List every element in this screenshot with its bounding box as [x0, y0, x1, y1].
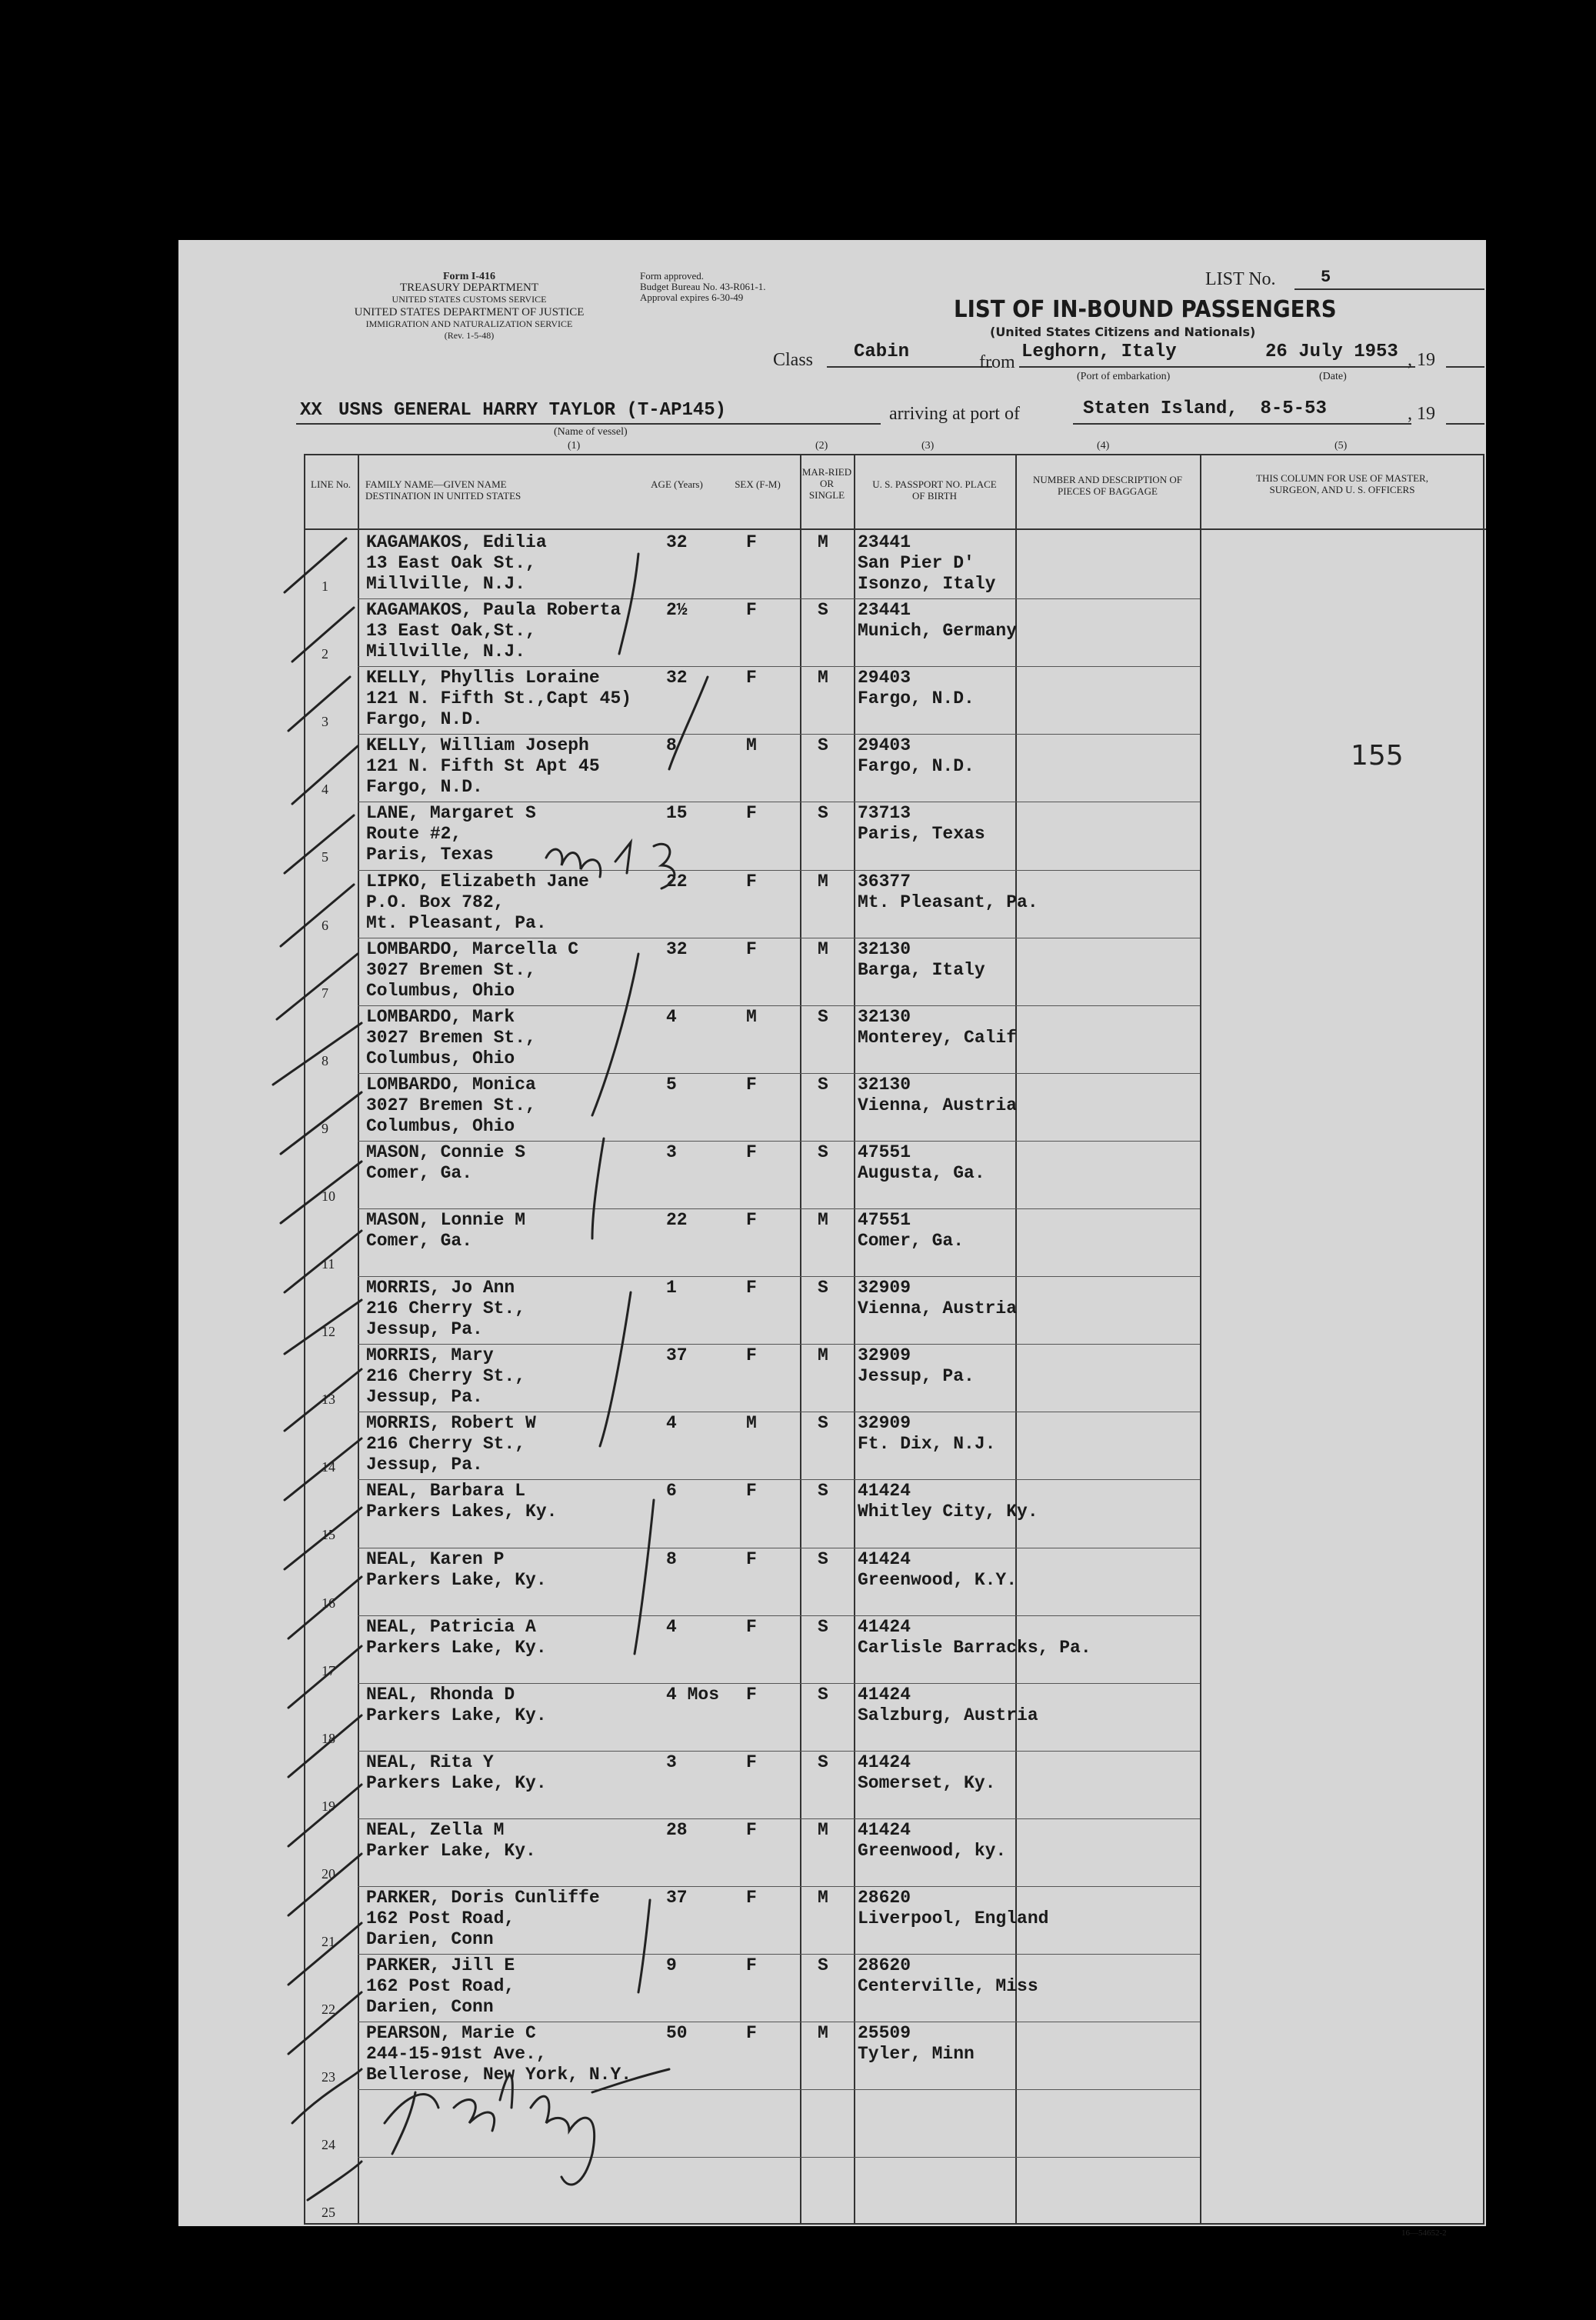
sex: F	[746, 1074, 757, 1095]
line-number: 4	[322, 782, 328, 798]
line-number: 18	[322, 1730, 335, 1746]
sex: F	[746, 1955, 757, 1976]
col-head-officers: THIS COLUMN FOR USE OF MASTER, SURGEON, AND U. S. OFFICERS	[1256, 472, 1428, 495]
address-line-1: 3027 Bremen St.,	[366, 959, 536, 980]
address-line-1: 13 East Oak St.,	[366, 553, 536, 573]
tally-slash	[281, 885, 354, 946]
birthplace-1: Whitley City, Ky.	[858, 1502, 1038, 1522]
address-line-2: Darien, Conn	[366, 1929, 494, 1949]
birthplace-1: Greenwood, ky.	[858, 1840, 1007, 1861]
passenger-name: MORRIS, Mary	[366, 1345, 494, 1366]
line-number: 1	[322, 578, 328, 594]
line-number: 8	[322, 1052, 328, 1068]
passenger-name: KELLY, William Joseph	[366, 735, 589, 756]
age: 8	[666, 1548, 677, 1569]
address-line-2: Millville, N.J.	[366, 642, 526, 662]
marital-status: S	[818, 1616, 828, 1637]
address-line-1: 216 Cherry St.,	[366, 1366, 526, 1387]
tally-slash	[285, 1438, 362, 1500]
birthplace-2: Isonzo, Italy	[858, 574, 996, 594]
sex: F	[746, 600, 757, 621]
passport-number: 25509	[858, 2023, 911, 2044]
marital-status: S	[818, 1142, 828, 1162]
date-label: (Date)	[1319, 371, 1347, 382]
passport-number: 28620	[858, 1955, 911, 1976]
sex: M	[746, 735, 757, 756]
passport-number: 23441	[858, 600, 911, 621]
address-line-1: 162 Post Road,	[366, 1976, 515, 1997]
birthplace-1: San Pier D'	[858, 553, 975, 573]
passenger-name: NEAL, Zella M	[366, 1819, 505, 1840]
address-line-1: 3027 Bremen St.,	[366, 1027, 536, 1048]
sex: M	[746, 1413, 757, 1434]
address-line-2: Paris, Texas	[366, 845, 494, 865]
address-line-2: Columbus, Ohio	[366, 980, 515, 1001]
line-number: 23	[322, 2069, 335, 2085]
tally-slash	[273, 1023, 362, 1085]
line-number: 11	[322, 1256, 335, 1272]
from-value: Leghorn, Italy	[1021, 342, 1177, 362]
line-number: 3	[322, 714, 328, 730]
age: 50	[666, 2023, 688, 2044]
address-line-2: Fargo, N.D.	[366, 709, 483, 730]
col-head-sex: SEX (F-M)	[735, 478, 781, 490]
line-number: 25	[322, 2205, 335, 2221]
marital-status: S	[818, 1413, 828, 1434]
line-number: 19	[322, 1798, 335, 1814]
address-line-1: 216 Cherry St.,	[366, 1298, 526, 1319]
passport-number: 32909	[858, 1278, 911, 1298]
col-num-4: (4)	[1097, 440, 1110, 452]
tally-slash	[292, 2069, 362, 2123]
passport-number: 41424	[858, 1752, 911, 1772]
arriving-value: Staten Island, 8-5-53	[1083, 398, 1327, 419]
line-number: 17	[322, 1662, 335, 1678]
marital-status: M	[818, 1819, 828, 1840]
age: 37	[666, 1345, 688, 1366]
birthplace-1: Centerville, Miss	[858, 1976, 1038, 1997]
line-number: 10	[322, 1188, 335, 1204]
tally-slash	[277, 954, 358, 1019]
tally-slash	[292, 608, 354, 662]
address-line-2: Mt. Pleasant, Pa.	[366, 912, 547, 933]
tally-slash	[285, 538, 346, 592]
passenger-name: NEAL, Rita Y	[366, 1752, 494, 1772]
address-line-2: Jessup, Pa.	[366, 1455, 483, 1475]
line-number: 2	[322, 646, 328, 662]
passenger-name: MORRIS, Jo Ann	[366, 1278, 515, 1298]
passenger-name: NEAL, Rhonda D	[366, 1684, 515, 1705]
passport-number: 32909	[858, 1345, 911, 1366]
manifest-title: LIST OF IN-BOUND PASSENGERS	[954, 296, 1337, 323]
tally-slash	[285, 1369, 362, 1431]
birthplace-1: Mt. Pleasant, Pa.	[858, 892, 1038, 912]
port-embark-label: (Port of embarkation)	[1077, 371, 1171, 382]
marital-status: M	[818, 532, 828, 552]
birthplace-1: Carlisle Barracks, Pa.	[858, 1637, 1091, 1658]
passport-number: 36377	[858, 871, 911, 892]
marital-status: M	[818, 668, 828, 688]
passenger-name: MASON, Connie S	[366, 1142, 526, 1162]
passport-number: 32130	[858, 1006, 911, 1027]
check-mark	[600, 1292, 631, 1446]
passenger-name: MORRIS, Robert W	[366, 1413, 536, 1434]
marital-status: S	[818, 803, 828, 824]
officer-number: 155	[1351, 740, 1404, 772]
passenger-name: NEAL, Barbara L	[366, 1481, 526, 1502]
address-line-2: Jessup, Pa.	[366, 1319, 483, 1340]
line-number: 24	[322, 2137, 335, 2153]
address-line-1: Route #2,	[366, 824, 462, 845]
line-number: 9	[322, 1120, 328, 1136]
age: 2½	[666, 600, 688, 621]
address-line-1: 162 Post Road,	[366, 1908, 515, 1928]
passport-number: 29403	[858, 668, 911, 688]
age: 32	[666, 532, 688, 552]
line-number: 12	[322, 1324, 335, 1340]
line-number: 22	[322, 2002, 335, 2018]
age: 4	[666, 1006, 677, 1027]
approval-expires: Approval expires 6-30-49	[640, 292, 744, 303]
budget-bureau: Budget Bureau No. 43-R061-1.	[640, 281, 766, 292]
line-number: 5	[322, 849, 328, 865]
line-number: 14	[322, 1459, 335, 1475]
tally-slash	[285, 815, 354, 873]
tally-slash	[288, 1854, 362, 1915]
birthplace-1: Greenwood, K.Y.	[858, 1569, 1018, 1590]
address-line-1: 216 Cherry St.,	[366, 1434, 526, 1455]
tally-slash	[288, 1646, 362, 1708]
birthplace-1: Augusta, Ga.	[858, 1162, 985, 1183]
passenger-name: LIPKO, Elizabeth Jane	[366, 871, 589, 892]
from-label: from	[979, 352, 1015, 372]
address-line-2: Columbus, Ohio	[366, 1115, 515, 1136]
birthplace-1: Vienna, Austria	[858, 1298, 1018, 1319]
birthplace-1: Salzburg, Austria	[858, 1705, 1038, 1725]
passport-number: 73713	[858, 803, 911, 824]
arriving-label: arriving at port of	[889, 404, 1020, 424]
line-number: 21	[322, 1934, 335, 1949]
check-mark	[635, 1500, 654, 1654]
birthplace-1: Tyler, Minn	[858, 2044, 975, 2065]
marital-status: M	[818, 1888, 828, 1908]
sex: F	[746, 938, 757, 959]
check-mark	[619, 554, 638, 654]
age: 4 Mos	[666, 1684, 720, 1705]
age: 4	[666, 1413, 677, 1434]
passenger-name: KAGAMAKOS, Paula Roberta	[366, 600, 621, 621]
passport-number: 29403	[858, 735, 911, 756]
passport-number: 41424	[858, 1819, 911, 1840]
address-line-2: Jessup, Pa.	[366, 1387, 483, 1408]
col-head-married: MAR-RIED OR SINGLE	[801, 466, 852, 501]
sex: F	[746, 1888, 757, 1908]
col-num-3: (3)	[921, 440, 935, 452]
marital-status: M	[818, 1210, 828, 1230]
vessel-prefix: XX	[300, 400, 322, 421]
check-mark	[592, 954, 638, 1115]
marital-status: S	[818, 735, 828, 756]
age: 8	[666, 735, 677, 756]
line-number: 7	[322, 985, 328, 1001]
col-head-passport: U. S. PASSPORT NO. PLACE OF BIRTH	[872, 478, 997, 502]
list-no-label: LIST No.	[1205, 269, 1276, 289]
address-line-1: 121 N. Fifth St.,Capt 45)	[366, 688, 632, 709]
class-label: Class	[773, 350, 814, 370]
passenger-name: PARKER, Doris Cunliffe	[366, 1888, 600, 1908]
marital-status: S	[818, 1684, 828, 1705]
passenger-name: LOMBARDO, Monica	[366, 1074, 536, 1095]
marital-status: S	[818, 1278, 828, 1298]
tally-slash	[281, 1162, 362, 1223]
passenger-name: PARKER, Jill E	[366, 1955, 515, 1976]
sex: F	[746, 803, 757, 824]
col-head-line: LINE No.	[311, 478, 351, 490]
sex: F	[746, 1142, 757, 1162]
address-line-2: Columbus, Ohio	[366, 1048, 515, 1068]
check-mark	[592, 1138, 604, 1238]
birthplace-1: Comer, Ga.	[858, 1231, 965, 1251]
address-line-1: Parkers Lake, Ky.	[366, 1705, 547, 1725]
birthplace-1: Liverpool, England	[858, 1908, 1049, 1928]
passenger-name: LOMBARDO, Marcella C	[366, 938, 579, 959]
tally-slash	[285, 1231, 362, 1292]
age: 3	[666, 1752, 677, 1772]
passenger-name: KAGAMAKOS, Edilia	[366, 532, 547, 552]
tally-slash	[288, 677, 350, 731]
address-line-2: Bellerose, New York, N.Y.	[366, 2065, 632, 2085]
tally-slash	[288, 1715, 362, 1777]
year-suffix: , 19	[1408, 350, 1435, 370]
passenger-name: LANE, Margaret S	[366, 803, 536, 824]
age: 22	[666, 871, 688, 892]
address-line-2: Darien, Conn	[366, 1997, 494, 2018]
customs-service: UNITED STATES CUSTOMS SERVICE	[392, 294, 547, 305]
tally-slash	[285, 1508, 362, 1569]
age: 15	[666, 803, 688, 824]
marital-status: S	[818, 1752, 828, 1772]
marital-status: S	[818, 1006, 828, 1027]
age: 28	[666, 1819, 688, 1840]
address-line-1: 13 East Oak,St.,	[366, 621, 536, 642]
sex: F	[746, 1481, 757, 1502]
passenger-name: MASON, Lonnie M	[366, 1210, 526, 1230]
marital-status: M	[818, 871, 828, 892]
age: 1	[666, 1278, 677, 1298]
line-number: 20	[322, 1865, 335, 1882]
sex: M	[746, 1006, 757, 1027]
birthplace-1: Somerset, Ky.	[858, 1772, 996, 1793]
birthplace-1: Paris, Texas	[858, 824, 985, 845]
birthplace-1: Munich, Germany	[858, 621, 1018, 642]
treasury-dept: TREASURY DEPARTMENT	[399, 282, 539, 294]
sex: F	[746, 1548, 757, 1569]
age: 32	[666, 668, 688, 688]
sex: F	[746, 871, 757, 892]
justice-dept: UNITED STATES DEPARTMENT OF JUSTICE	[354, 306, 585, 318]
manifest-subtitle: (United States Citizens and Nationals)	[990, 325, 1256, 339]
birthplace-1: Barga, Italy	[858, 959, 985, 980]
birthplace-1: Fargo, N.D.	[858, 688, 975, 709]
line-number: 16	[322, 1595, 335, 1611]
birthplace-1: Vienna, Austria	[858, 1095, 1018, 1115]
birthplace-1: Fargo, N.D.	[858, 756, 975, 777]
cursive-note	[546, 842, 675, 888]
address-line-2: Millville, N.J.	[366, 574, 526, 594]
age: 4	[666, 1616, 677, 1637]
year-suffix-2: , 19	[1408, 404, 1435, 424]
tally-slash	[288, 1577, 362, 1638]
marital-status: M	[818, 938, 828, 959]
marital-status: M	[818, 1345, 828, 1366]
vessel-name: USNS GENERAL HARRY TAYLOR (T-AP145)	[338, 400, 727, 421]
address-line-1: 121 N. Fifth St Apt 45	[366, 756, 600, 777]
passport-number: 41424	[858, 1616, 911, 1637]
tally-slash	[288, 1785, 362, 1846]
birthplace-1: Ft. Dix, N.J.	[858, 1434, 996, 1455]
list-no-value: 5	[1321, 268, 1331, 287]
tally-slash	[288, 1923, 362, 1985]
signature	[385, 2069, 669, 2185]
sex: F	[746, 1819, 757, 1840]
passport-number: 28620	[858, 1888, 911, 1908]
marital-status: S	[818, 600, 828, 621]
marital-status: S	[818, 1548, 828, 1569]
ins-service: IMMIGRATION AND NATURALIZATION SERVICE	[365, 318, 573, 329]
passenger-name: KELLY, Phyllis Loraine	[366, 668, 600, 688]
col-head-name: FAMILY NAME—GIVEN NAME DESTINATION IN UNITED STATES	[365, 478, 521, 502]
address-line-1: 244-15-91st Ave.,	[366, 2044, 547, 2065]
sex: F	[746, 2023, 757, 2044]
sex: F	[746, 1278, 757, 1298]
passport-number: 41424	[858, 1481, 911, 1502]
address-line-1: Parkers Lake, Ky.	[366, 1637, 547, 1658]
marital-status: S	[818, 1481, 828, 1502]
age: 5	[666, 1074, 677, 1095]
passenger-name: NEAL, Patricia A	[366, 1616, 536, 1637]
age: 37	[666, 1888, 688, 1908]
marital-status: M	[818, 2023, 828, 2044]
address-line-1: Parkers Lake, Ky.	[366, 1772, 547, 1793]
passport-number: 23441	[858, 532, 911, 552]
address-line-1: 3027 Bremen St.,	[366, 1095, 536, 1115]
sex: F	[746, 668, 757, 688]
address-line-1: Comer, Ga.	[366, 1231, 473, 1251]
line-number: 13	[322, 1392, 335, 1408]
class-value: Cabin	[854, 342, 910, 362]
marital-status: S	[818, 1074, 828, 1095]
col-head-baggage: NUMBER AND DESCRIPTION OF PIECES OF BAGGAGE	[1033, 474, 1182, 497]
tally-slash	[285, 1300, 362, 1354]
passport-number: 47551	[858, 1210, 911, 1230]
address-line-1: P.O. Box 782,	[366, 892, 505, 912]
address-line-2: Fargo, N.D.	[366, 777, 483, 798]
check-mark	[669, 677, 708, 769]
sex: F	[746, 1345, 757, 1366]
tally-slash	[308, 2162, 362, 2200]
form-approved: Form approved.	[640, 270, 705, 282]
passenger-name: LOMBARDO, Mark	[366, 1006, 515, 1027]
age: 32	[666, 938, 688, 959]
birthplace-1: Jessup, Pa.	[858, 1366, 975, 1387]
line-number: 15	[322, 1527, 335, 1543]
passport-number: 41424	[858, 1548, 911, 1569]
sex: F	[746, 532, 757, 552]
col-num-2: (2)	[815, 440, 828, 452]
address-line-1: Comer, Ga.	[366, 1162, 473, 1183]
birthplace-1: Monterey, Calif	[858, 1027, 1018, 1048]
col-num-1: (1)	[568, 440, 581, 452]
line-number: 6	[322, 917, 328, 933]
check-mark	[638, 1900, 650, 1992]
sex: F	[746, 1684, 757, 1705]
address-line-1: Parker Lake, Ky.	[366, 1840, 536, 1861]
col-num-5: (5)	[1334, 440, 1348, 452]
tally-slash	[292, 746, 358, 804]
sex: F	[746, 1616, 757, 1637]
sex: F	[746, 1210, 757, 1230]
vessel-label: (Name of vessel)	[554, 426, 628, 438]
age: 3	[666, 1142, 677, 1162]
passport-number: 47551	[858, 1142, 911, 1162]
tally-slash	[281, 1092, 362, 1154]
date-value: 26 July 1953	[1265, 342, 1398, 362]
tally-slash	[288, 1992, 362, 2054]
marital-status: S	[818, 1955, 828, 1976]
passport-number: 32909	[858, 1413, 911, 1434]
form-number: Form I-416	[442, 271, 496, 282]
address-line-1: Parkers Lakes, Ky.	[366, 1502, 558, 1522]
passport-number: 41424	[858, 1684, 911, 1705]
age: 6	[666, 1481, 677, 1502]
footer-code: 16—54652-2	[1401, 2228, 1447, 2238]
age: 9	[666, 1955, 677, 1976]
passenger-name: NEAL, Karen P	[366, 1548, 505, 1569]
sex: F	[746, 1752, 757, 1772]
col-head-age: AGE (Years)	[651, 478, 703, 490]
age: 22	[666, 1210, 688, 1230]
passport-number: 32130	[858, 938, 911, 959]
address-line-1: Parkers Lake, Ky.	[366, 1569, 547, 1590]
passenger-name: PEARSON, Marie C	[366, 2023, 536, 2044]
passport-number: 32130	[858, 1074, 911, 1095]
form-revision: (Rev. 1-5-48)	[444, 330, 495, 341]
